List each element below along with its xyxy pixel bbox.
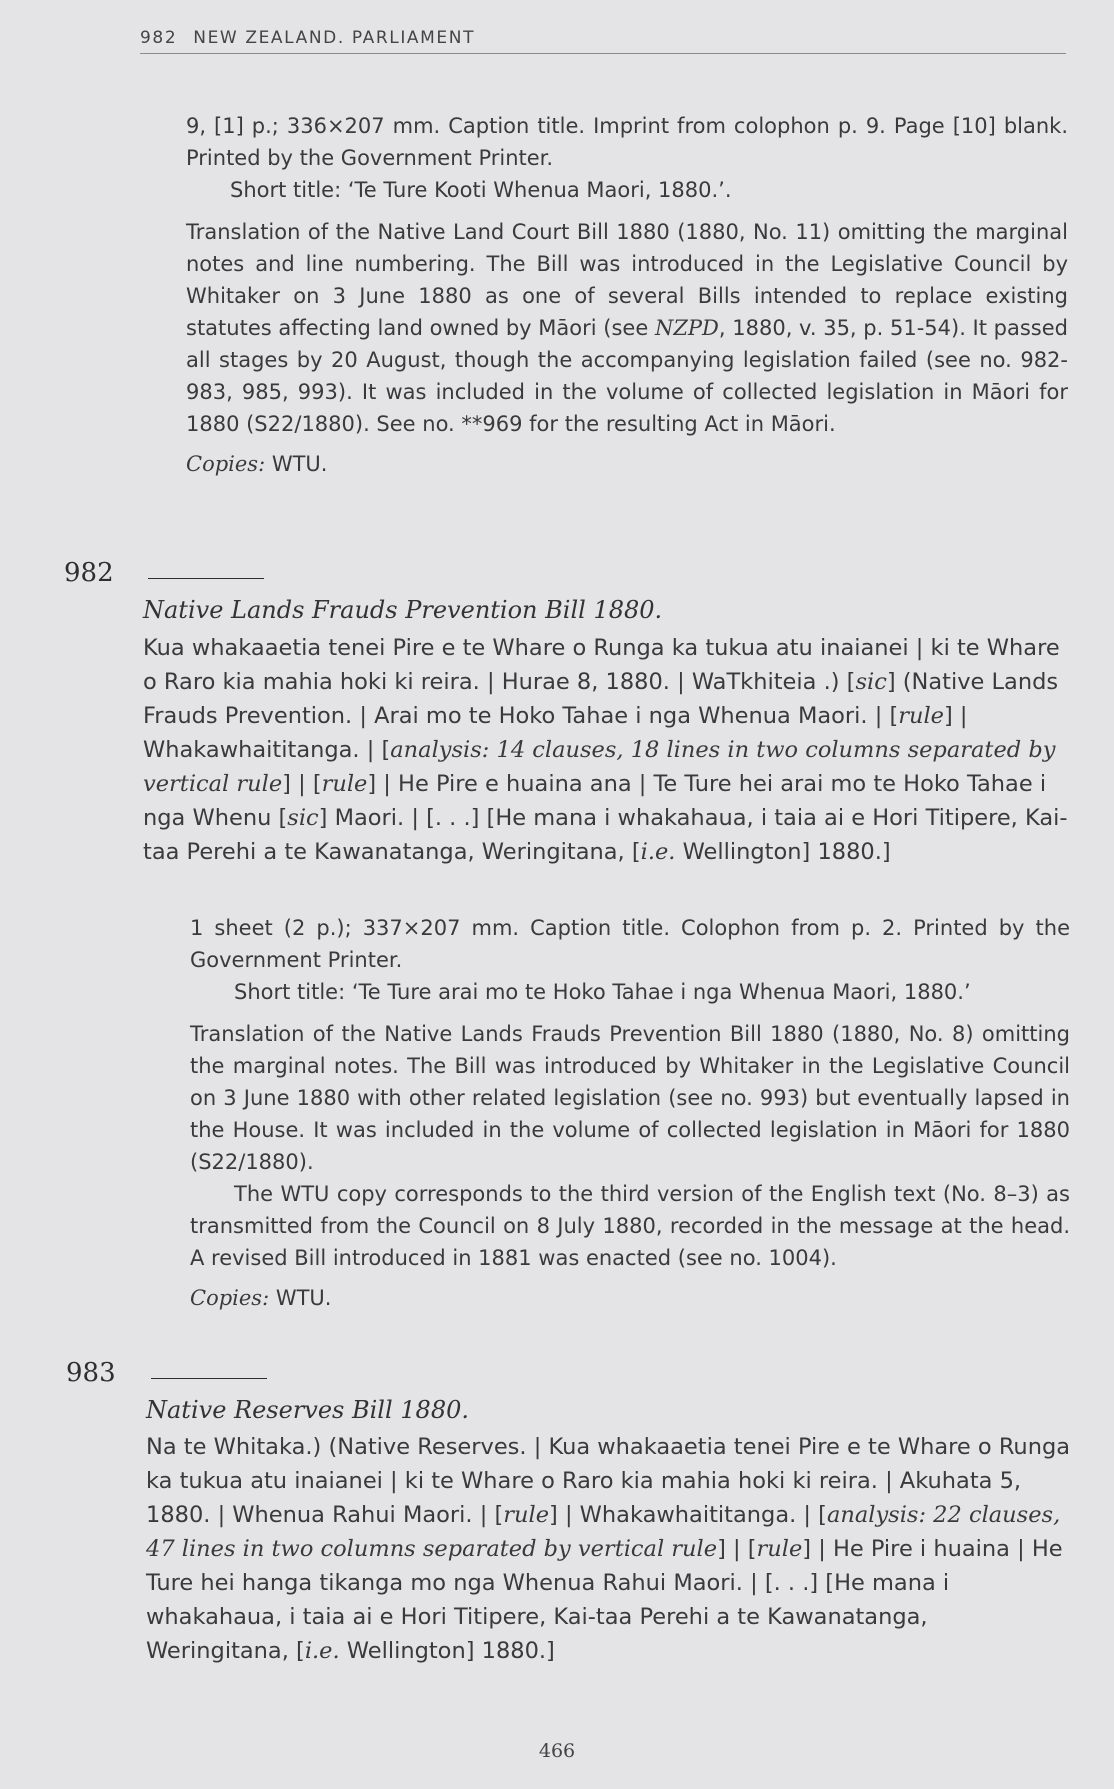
page-folio: 466	[538, 1740, 576, 1762]
copies-value: WTU.	[265, 452, 328, 476]
bibliographic-note: The WTU copy corresponds to the third version of the English text (No. 8–3) as transmitted from the Council on 8 July 1880, recorded in the message at the head. A revised Bill introduced in 1881 was enacted (see no. 1004).	[190, 1182, 1070, 1270]
header-page-number: 982	[140, 28, 178, 48]
analysis-note: analysis: 22 clauses, 47 lines in two columns separated by vertical rule	[146, 1502, 1061, 1562]
copies-value: WTU.	[269, 1286, 332, 1310]
entry-number-983: 983	[66, 1358, 116, 1388]
entry-rule-983	[151, 1378, 267, 1379]
entry-981-tail	[186, 110, 1068, 480]
short-title: Short title: ‘Te Ture arai mo te Hoko Tahae i nga Whenua Maori, 1880.’	[234, 980, 971, 1004]
copies-line	[190, 1282, 1070, 1314]
bibliographic-note: Translation of the Native Land Court Bill 1880 (1880, No. 11) omitting the marginal notes and line numbering. The Bill was introduced in the Legislative Council by Whitaker on 3 June 1880 as one of several Bills intended to replace existing statutes affecting land owned by Māori (see NZPD, 1880, v. 35, p. 51-54). It passed all stages by 20 August, though the accompanying legislation failed (see no. 982-983, 985, 993). It was included in the volume of collected legislation in Māori for 1880 (S22/1880). See no. **969 for the resulting Act in Māori.	[186, 220, 1068, 436]
physical-description: 9, [1] p.; 336×207 mm. Caption title. Imprint from colophon p. 9. Page [10] blank. Printed by the Government Printer.	[186, 114, 1068, 170]
analysis-note: analysis: 14 clauses, 18 lines in two columns separated by vertical rule	[143, 737, 1056, 797]
entry-rule-982	[148, 578, 264, 579]
copies-line	[186, 448, 1068, 480]
copies-label: Copies:	[190, 1286, 270, 1310]
transcription-982: Kua whakaaetia tenei Pire e te Whare o Runga ka tukua atu inaianei | ki te Whare o Raro kia mahia hoki ki reira. | Hurae 8, 1880. | WaTkhiteia .) [sic] (Native Lands Frauds Prevention. | Arai mo te Hoko Tahae i nga Whenua Maori. | [rule] | Whakawhaititanga. | [analysis: 14 clauses, 18 lines in two columns separated by vertical rule] | [rule] | He Pire e huaina ana | Te Ture hei arai mo te Hoko Tahae i nga Whenu [sic] Maori. | [. . .] [He mana i whakahaua, i taia ai e Hori Titipere, Kai-taa Perehi a te Kawanatanga, Weringitana, [i.e. Wellington] 1880.]	[143, 635, 1068, 865]
physical-description: 1 sheet (2 p.); 337×207 mm. Caption title. Colophon from p. 2. Printed by the Government Printer.	[190, 916, 1070, 972]
nzpd-citation: NZPD	[654, 316, 719, 340]
running-head	[140, 28, 1066, 54]
header-title: NEW ZEALAND. PARLIAMENT	[193, 28, 476, 48]
entry-title-983: Native Reserves Bill 1880.	[146, 1396, 469, 1424]
short-title: Short title: ‘Te Ture Kooti Whenua Maori, 1880.’.	[230, 178, 732, 202]
bibliographic-note: Translation of the Native Lands Frauds Prevention Bill 1880 (1880, No. 8) omitting the marginal notes. The Bill was introduced by Whitaker in the Legislative Council on 3 June 1880 with other related legislation (see no. 993) but eventually lapsed in the House. It was included in the volume of collected legislation in Māori for 1880 (S22/1880).	[190, 1022, 1070, 1174]
entry-number-982: 982	[64, 558, 114, 588]
transcription-983: Na te Whitaka.) (Native Reserves. | Kua whakaaetia tenei Pire e te Whare o Runga ka tukua atu inaianei | ki te Whare o Raro kia mahia hoki ki reira. | Akuhata 5, 1880. | Whenua Rahui Maori. | [rule] | Whakawhaititanga. | [analysis: 22 clauses, 47 lines in two columns separated by vertical rule] | [rule] | He Pire i huaina | He Ture hei hanga tikanga mo nga Whenua Rahui Maori. | [. . .] [He mana i whakahaua, i taia ai e Hori Titipere, Kai-taa Perehi a te Kawanatanga, Weringitana, [i.e. Wellington] 1880.]	[146, 1434, 1071, 1664]
entry-title-982: Native Lands Frauds Prevention Bill 1880.	[143, 596, 663, 624]
entry-982-details	[190, 912, 1070, 1314]
copies-label: Copies:	[186, 452, 266, 476]
